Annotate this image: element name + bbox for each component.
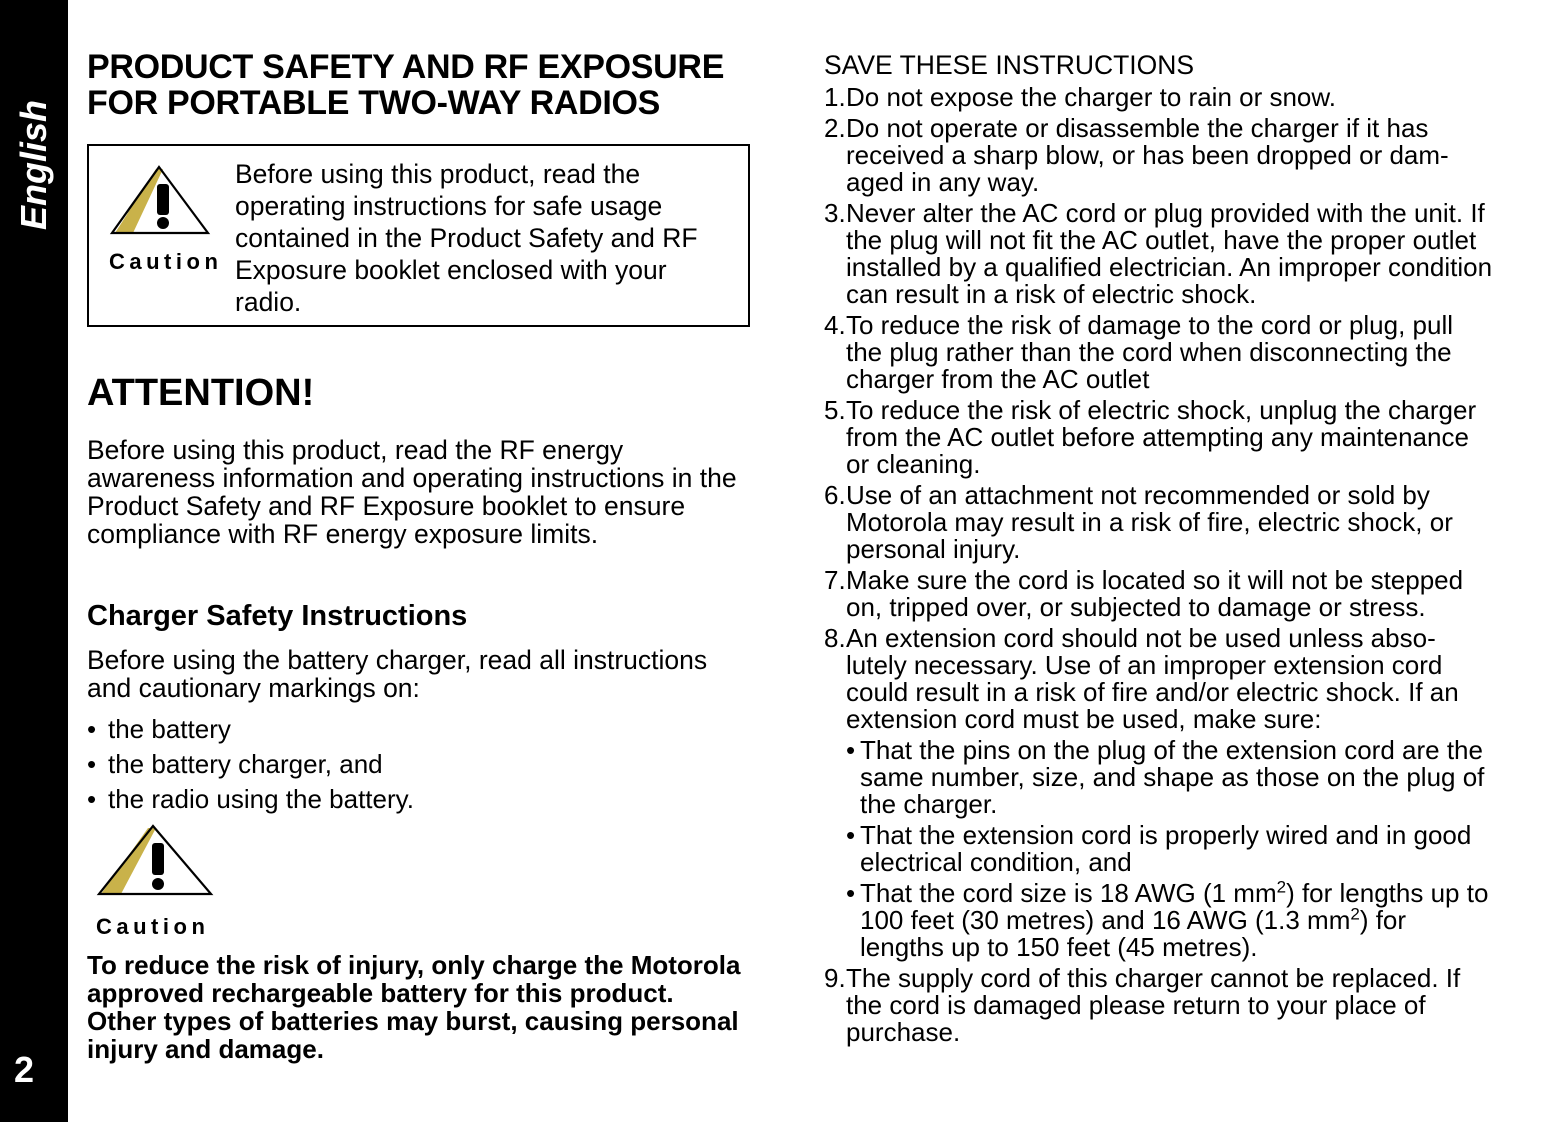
item-text: The supply cord of this charger cannot be replaced. If the cord is damaged please return to your place of purchase. [846, 963, 1461, 1047]
caution-label: Caution [109, 249, 223, 274]
save-instructions-column [824, 50, 1494, 1050]
page-title-line-1: PRODUCT SAFETY AND RF EXPOSURE [87, 48, 725, 86]
item-text: An extension cord should not be used unless abso-lutely necessary. Use of an improper extension cord could result in a risk of fire and/or electric shock. If an extension cord must be used, make sure: [846, 623, 1459, 734]
instruction-item [824, 397, 1494, 478]
sub-item-text-part: ) for lengths up to 100 feet (30 metres) and 16 AWG (1.3 mm [860, 878, 1489, 935]
item-number: 6. [824, 480, 846, 510]
instruction-item [824, 200, 1494, 308]
injury-warning-text: To reduce the risk of injury, only charge the Motorola approved rechargeable battery for this product. Other types of batteries may burst, causing personal injury and damage. [87, 950, 741, 1064]
charger-safety-heading: Charger Safety Instructions [87, 600, 468, 632]
list-item-text: the radio using the battery. [108, 784, 414, 814]
item-number: 7. [824, 565, 846, 595]
item-text: To reduce the risk of damage to the cord or plug, pull the plug rather than the cord when disconnecting the charger from the AC outlet [846, 310, 1454, 394]
item-text: Use of an attachment not recommended or sold by Motorola may result in a risk of fire, electric shock, or personal injury. [846, 480, 1453, 564]
bullet-marker: • [87, 714, 97, 744]
list-item [87, 747, 414, 782]
sub-item-text: That the pins on the plug of the extension cord are the same number, size, and shape as those on the plug of the charger. [860, 735, 1485, 819]
caution-label-2: Caution [96, 914, 210, 939]
extension-cord-sublist [846, 737, 1494, 961]
sub-item [846, 737, 1494, 818]
bullet-marker: • [846, 820, 856, 850]
item-text: Do not operate or disassemble the charger if it has received a sharp blow, or has been dropped or dam-aged in any way. [846, 113, 1449, 197]
item-number: 1. [824, 82, 846, 112]
instruction-list [824, 84, 1494, 1046]
caution-triangle-icon [109, 164, 211, 236]
item-number: 3. [824, 198, 846, 228]
list-item [87, 782, 414, 817]
item-text: Never alter the AC cord or plug provided with the unit. If the plug will not fit the AC outlet, have the proper outlet installed by a qualified electrician. An improper condition can result in a risk of electric shock. [846, 198, 1493, 309]
sub-item-text-part: That the cord size is 18 AWG (1 mm [860, 878, 1277, 908]
instruction-item [824, 965, 1494, 1046]
page-title [87, 49, 724, 121]
bullet-marker: • [87, 749, 97, 779]
caution-box [87, 144, 750, 327]
instruction-item [824, 482, 1494, 563]
item-number: 8. [824, 623, 846, 653]
instruction-item [824, 625, 1494, 961]
language-sidebar [0, 0, 68, 1122]
item-text: Do not expose the charger to rain or snow. [846, 82, 1336, 112]
page-title-line-2: FOR PORTABLE TWO-WAY RADIOS [87, 84, 661, 122]
language-label: English [13, 99, 54, 231]
charger-intro-text: Before using the battery charger, read all instructions and cautionary markings on: [87, 645, 708, 703]
sub-item [846, 822, 1494, 876]
sub-item-text: That the extension cord is properly wired and in good electrical condition, and [860, 820, 1472, 877]
sub-item [846, 877, 1494, 962]
item-number: 9. [824, 963, 846, 993]
item-number: 5. [824, 395, 846, 425]
sub-item-text-part: ) for lengths up to 150 feet (45 metres). [860, 905, 1407, 962]
list-item-text: the battery charger, and [108, 749, 383, 779]
attention-text: Before using this product, read the RF energy awareness information and operating instructions in the Product Safety and RF Exposure booklet to ensure compliance with RF energy exposure limits. [87, 435, 737, 549]
marking-list [87, 712, 414, 817]
caution-box-text: Before using this product, read the operating instructions for safe usage contained in the Product Safety and RF Exposure booklet enclosed with your radio. [235, 159, 698, 317]
instruction-item [824, 84, 1494, 111]
bullet-marker: • [846, 878, 856, 908]
item-number: 2. [824, 113, 846, 143]
item-text: Make sure the cord is located so it will not be stepped on, tripped over, or subjected to damage or stress. [846, 565, 1464, 622]
attention-heading: ATTENTION! [87, 372, 315, 414]
instruction-item [824, 567, 1494, 621]
list-item [87, 712, 414, 747]
item-number: 4. [824, 310, 846, 340]
bullet-marker: • [846, 735, 856, 765]
list-item-text: the battery [108, 714, 231, 744]
instruction-item [824, 312, 1494, 393]
save-instructions-heading: SAVE THESE INSTRUCTIONS [824, 50, 1195, 80]
superscript: 2 [1276, 877, 1287, 897]
page-number: 2 [14, 1049, 35, 1090]
item-text: To reduce the risk of electric shock, unplug the charger from the AC outlet before attempting any maintenance or cleaning. [846, 395, 1477, 479]
superscript: 2 [1350, 904, 1360, 924]
bullet-marker: • [87, 784, 97, 814]
caution-triangle-icon-2 [96, 823, 214, 897]
instruction-item [824, 115, 1494, 196]
